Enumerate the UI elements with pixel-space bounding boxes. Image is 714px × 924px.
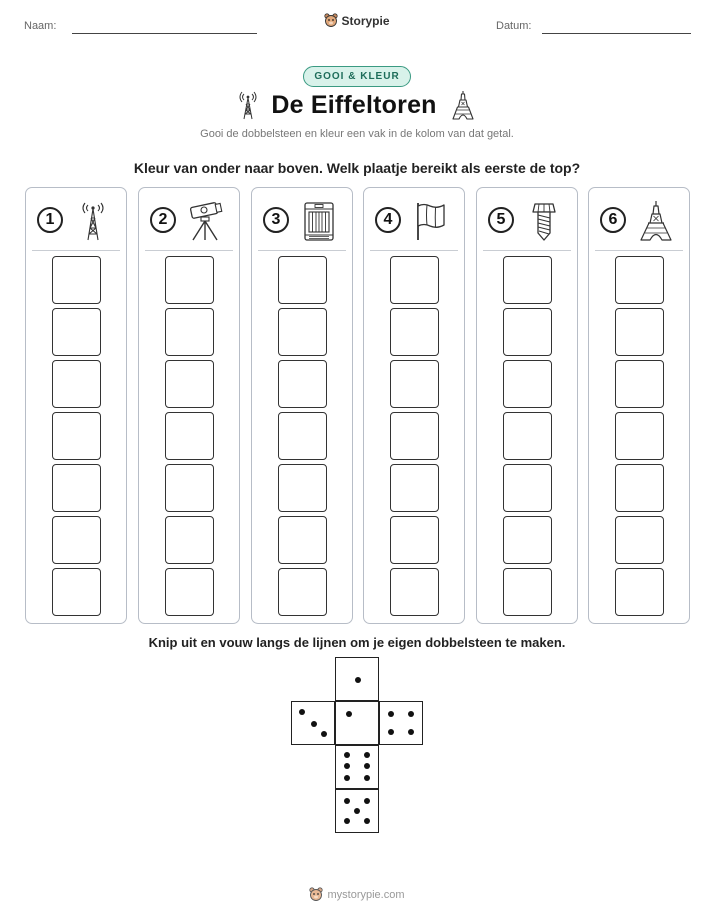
color-cell[interactable] [52, 568, 101, 616]
column-number: 1 [37, 207, 63, 233]
color-cell[interactable] [390, 412, 439, 460]
column-number: 2 [150, 207, 176, 233]
color-cell[interactable] [503, 568, 552, 616]
color-cell[interactable] [165, 464, 214, 512]
brand-name: Storypie [341, 13, 390, 28]
color-cell[interactable] [503, 464, 552, 512]
color-cell[interactable] [615, 464, 664, 512]
column-1 [25, 187, 127, 624]
color-cell[interactable] [503, 256, 552, 304]
color-cell[interactable] [165, 516, 214, 564]
color-cell[interactable] [615, 516, 664, 564]
name-line[interactable] [72, 33, 257, 34]
category-badge: GOOI & KLEUR [303, 66, 410, 87]
bear-icon [324, 13, 338, 28]
instruction: Kleur van onder naar boven. Welk plaatje bereikt als eerste de top? [133, 160, 581, 176]
column-number: 4 [375, 207, 401, 233]
theodolite-icon [185, 200, 227, 242]
color-cell[interactable] [278, 360, 327, 408]
color-cell[interactable] [503, 412, 552, 460]
color-cell[interactable] [52, 256, 101, 304]
color-cell[interactable] [615, 308, 664, 356]
color-cell[interactable] [390, 516, 439, 564]
brand-logo [0, 13, 714, 28]
color-cell[interactable] [52, 360, 101, 408]
footer-url[interactable]: mystorypie.com [327, 888, 405, 901]
cut-instruction: Knip uit en vouw langs de lijnen om je eigen dobbelsteen te maken. [148, 635, 566, 650]
color-cell[interactable] [390, 256, 439, 304]
date-line[interactable] [542, 33, 691, 34]
bolt-icon [523, 200, 565, 242]
footer [0, 887, 714, 902]
color-cell[interactable] [52, 308, 101, 356]
page-title: De Eiffeltoren [271, 90, 437, 119]
color-cell[interactable] [52, 412, 101, 460]
column-2 [138, 187, 240, 624]
date-label: Datum: [496, 20, 532, 32]
color-cell[interactable] [165, 412, 214, 460]
color-cell[interactable] [503, 516, 552, 564]
eiffel-tower-icon [451, 90, 475, 120]
die-face-1 [335, 657, 379, 701]
die-face-4 [379, 701, 423, 745]
color-cell[interactable] [165, 360, 214, 408]
color-cell[interactable] [278, 256, 327, 304]
color-cell[interactable] [165, 568, 214, 616]
color-cell[interactable] [615, 256, 664, 304]
color-cell[interactable] [278, 464, 327, 512]
color-cell[interactable] [390, 360, 439, 408]
column-number: 3 [263, 207, 289, 233]
die-face-1 [335, 701, 379, 745]
color-cell[interactable] [278, 412, 327, 460]
color-cell[interactable] [615, 412, 664, 460]
color-cell[interactable] [390, 308, 439, 356]
color-cell[interactable] [390, 568, 439, 616]
flag-icon [410, 200, 452, 242]
eiffel-tower-icon [635, 200, 677, 242]
color-cell[interactable] [278, 516, 327, 564]
title-row [0, 90, 714, 120]
color-cell[interactable] [615, 360, 664, 408]
color-cell[interactable] [278, 308, 327, 356]
bear-icon [309, 887, 323, 902]
column-6 [588, 187, 690, 624]
die-face-5 [335, 789, 379, 833]
color-cell[interactable] [165, 256, 214, 304]
color-cell[interactable] [52, 464, 101, 512]
elevator-icon [298, 200, 340, 242]
color-cell[interactable] [278, 568, 327, 616]
column-3 [251, 187, 353, 624]
color-cell[interactable] [52, 516, 101, 564]
color-cell[interactable] [390, 464, 439, 512]
subtitle: Gooi de dobbelsteen en kleur een vak in de kolom van dat getal. [200, 128, 514, 140]
color-cell[interactable] [165, 308, 214, 356]
column-5 [476, 187, 578, 624]
color-cell[interactable] [503, 360, 552, 408]
die-face-6 [335, 745, 379, 789]
color-cell[interactable] [615, 568, 664, 616]
name-label: Naam: [24, 20, 57, 32]
die-face-3 [291, 701, 335, 745]
column-number: 6 [600, 207, 626, 233]
column-number: 5 [488, 207, 514, 233]
radio-tower-icon [72, 200, 114, 242]
radio-tower-icon [239, 90, 257, 120]
column-4 [363, 187, 465, 624]
color-cell[interactable] [503, 308, 552, 356]
